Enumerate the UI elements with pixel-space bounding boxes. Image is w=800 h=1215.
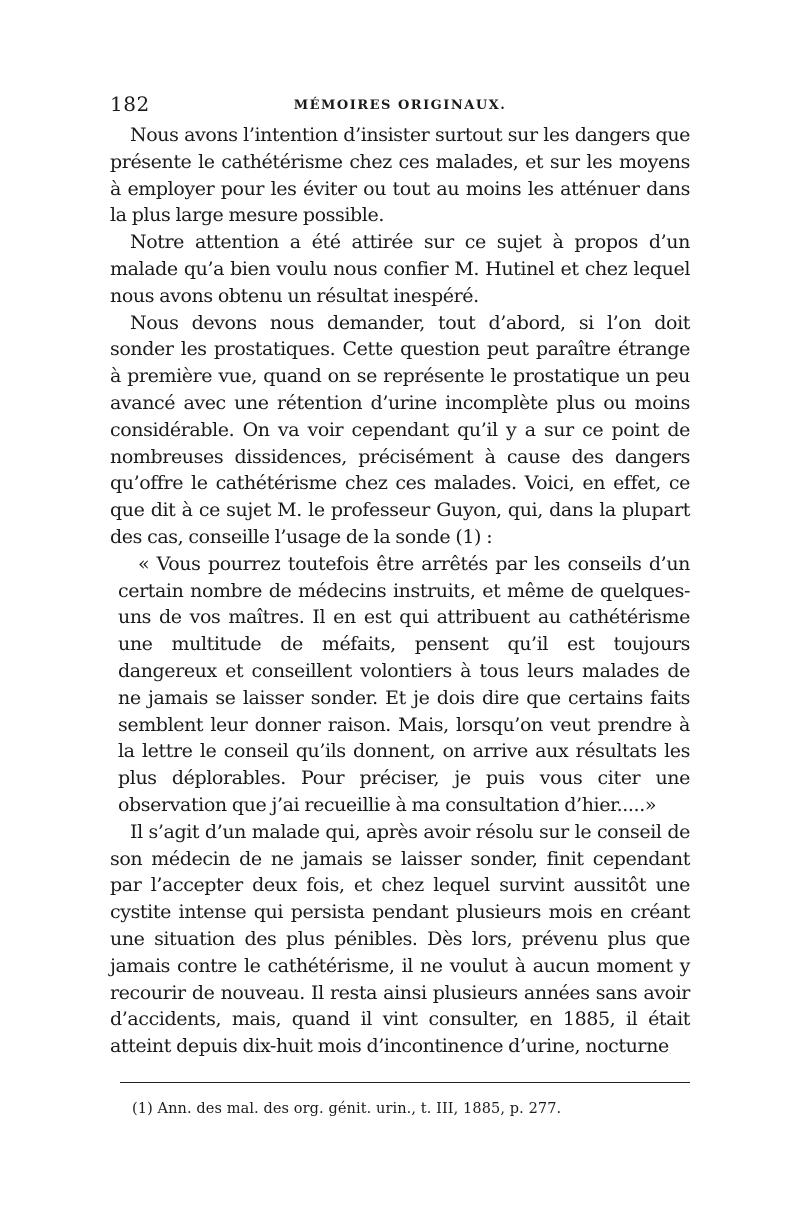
paragraph-question: Nous devons nous demander, tout d’abord, si l’on doit sonder les prostatiques. Cette question peut paraître étrange à première vue, quand on se représente le prostatique un peu avancé avec une rétention d’urine incomplète plus ou moins considérable. On va voir cependant qu’il y a sur ce point de nombreuses dissidences, précisément à cause des dangers qu’offre le cathétérisme chez ces malades. Voici, en effet, ce que dit à ce sujet M. le professeur Guyon, qui, dans la plupart des cas, conseille l’usage de la sonde (1) : — [110, 311, 690, 548]
page-header — [110, 92, 690, 122]
paragraph-attention: Notre attention a été attirée sur ce sujet à propos d’un malade qu’a bien voulu nous confier M. Hutinel et chez lequel nous avons obtenu un résultat inespéré. — [110, 231, 690, 307]
paragraph-case: Il s’agit d’un malade qui, après avoir résolu sur le conseil de son médecin de ne jamais se laisser sonder, finit cependant par l’accepter deux fois, et chez lequel survint aussitôt une cystite intense qui persista pendant plusieurs mois en créant une situation des plus pénibles. Dès lors, prévenu plus que jamais contre le cathétérisme, il ne voulut à aucun moment y recourir de nouveau. Il resta ainsi plusieurs années sans avoir d’accidents, mais, quand il vint consulter, en 1885, il était atteint depuis dix-huit mois d’incontinence d’urine, nocturne — [110, 820, 690, 1058]
footnote: (1) Ann. des mal. des org. génit. urin., t. III, 1885, p. 277. — [132, 1101, 562, 1117]
paragraph-intention: Nous avons l’intention d’insister surtout sur les dangers que présente le cathétérisme chez ces malades, et sur les moyens à employer pour les éviter ou tout au moins les atténuer dans la plus large mesure possible. — [110, 124, 690, 227]
page-number: 182 — [110, 92, 150, 116]
footnote-divider — [120, 1082, 690, 1083]
body-text — [110, 122, 690, 1060]
book-page — [110, 92, 690, 1060]
paragraph-guyon-quote: « Vous pourrez toutefois être arrêtés par les conseils d’un certain nombre de médecins instruits, et même de quelques-uns de vos maîtres. Il en est qui attribuent au cathétérisme une multitude de méfaits, pensent qu’il est toujours dangereux et conseillent volontiers à tous leurs malades de ne jamais se laisser sonder. Et je dois dire que certains faits semblent leur donner raison. Mais, lorsqu’on veut prendre à la lettre le conseil qu’ils donnent, on arrive aux résultats les plus déplorables. Pour préciser, je puis vous citer une observation que j’ai recueillie à ma consultation d’hier.....» — [118, 552, 690, 816]
running-title: MÉMOIRES ORIGINAUX. — [293, 98, 507, 113]
